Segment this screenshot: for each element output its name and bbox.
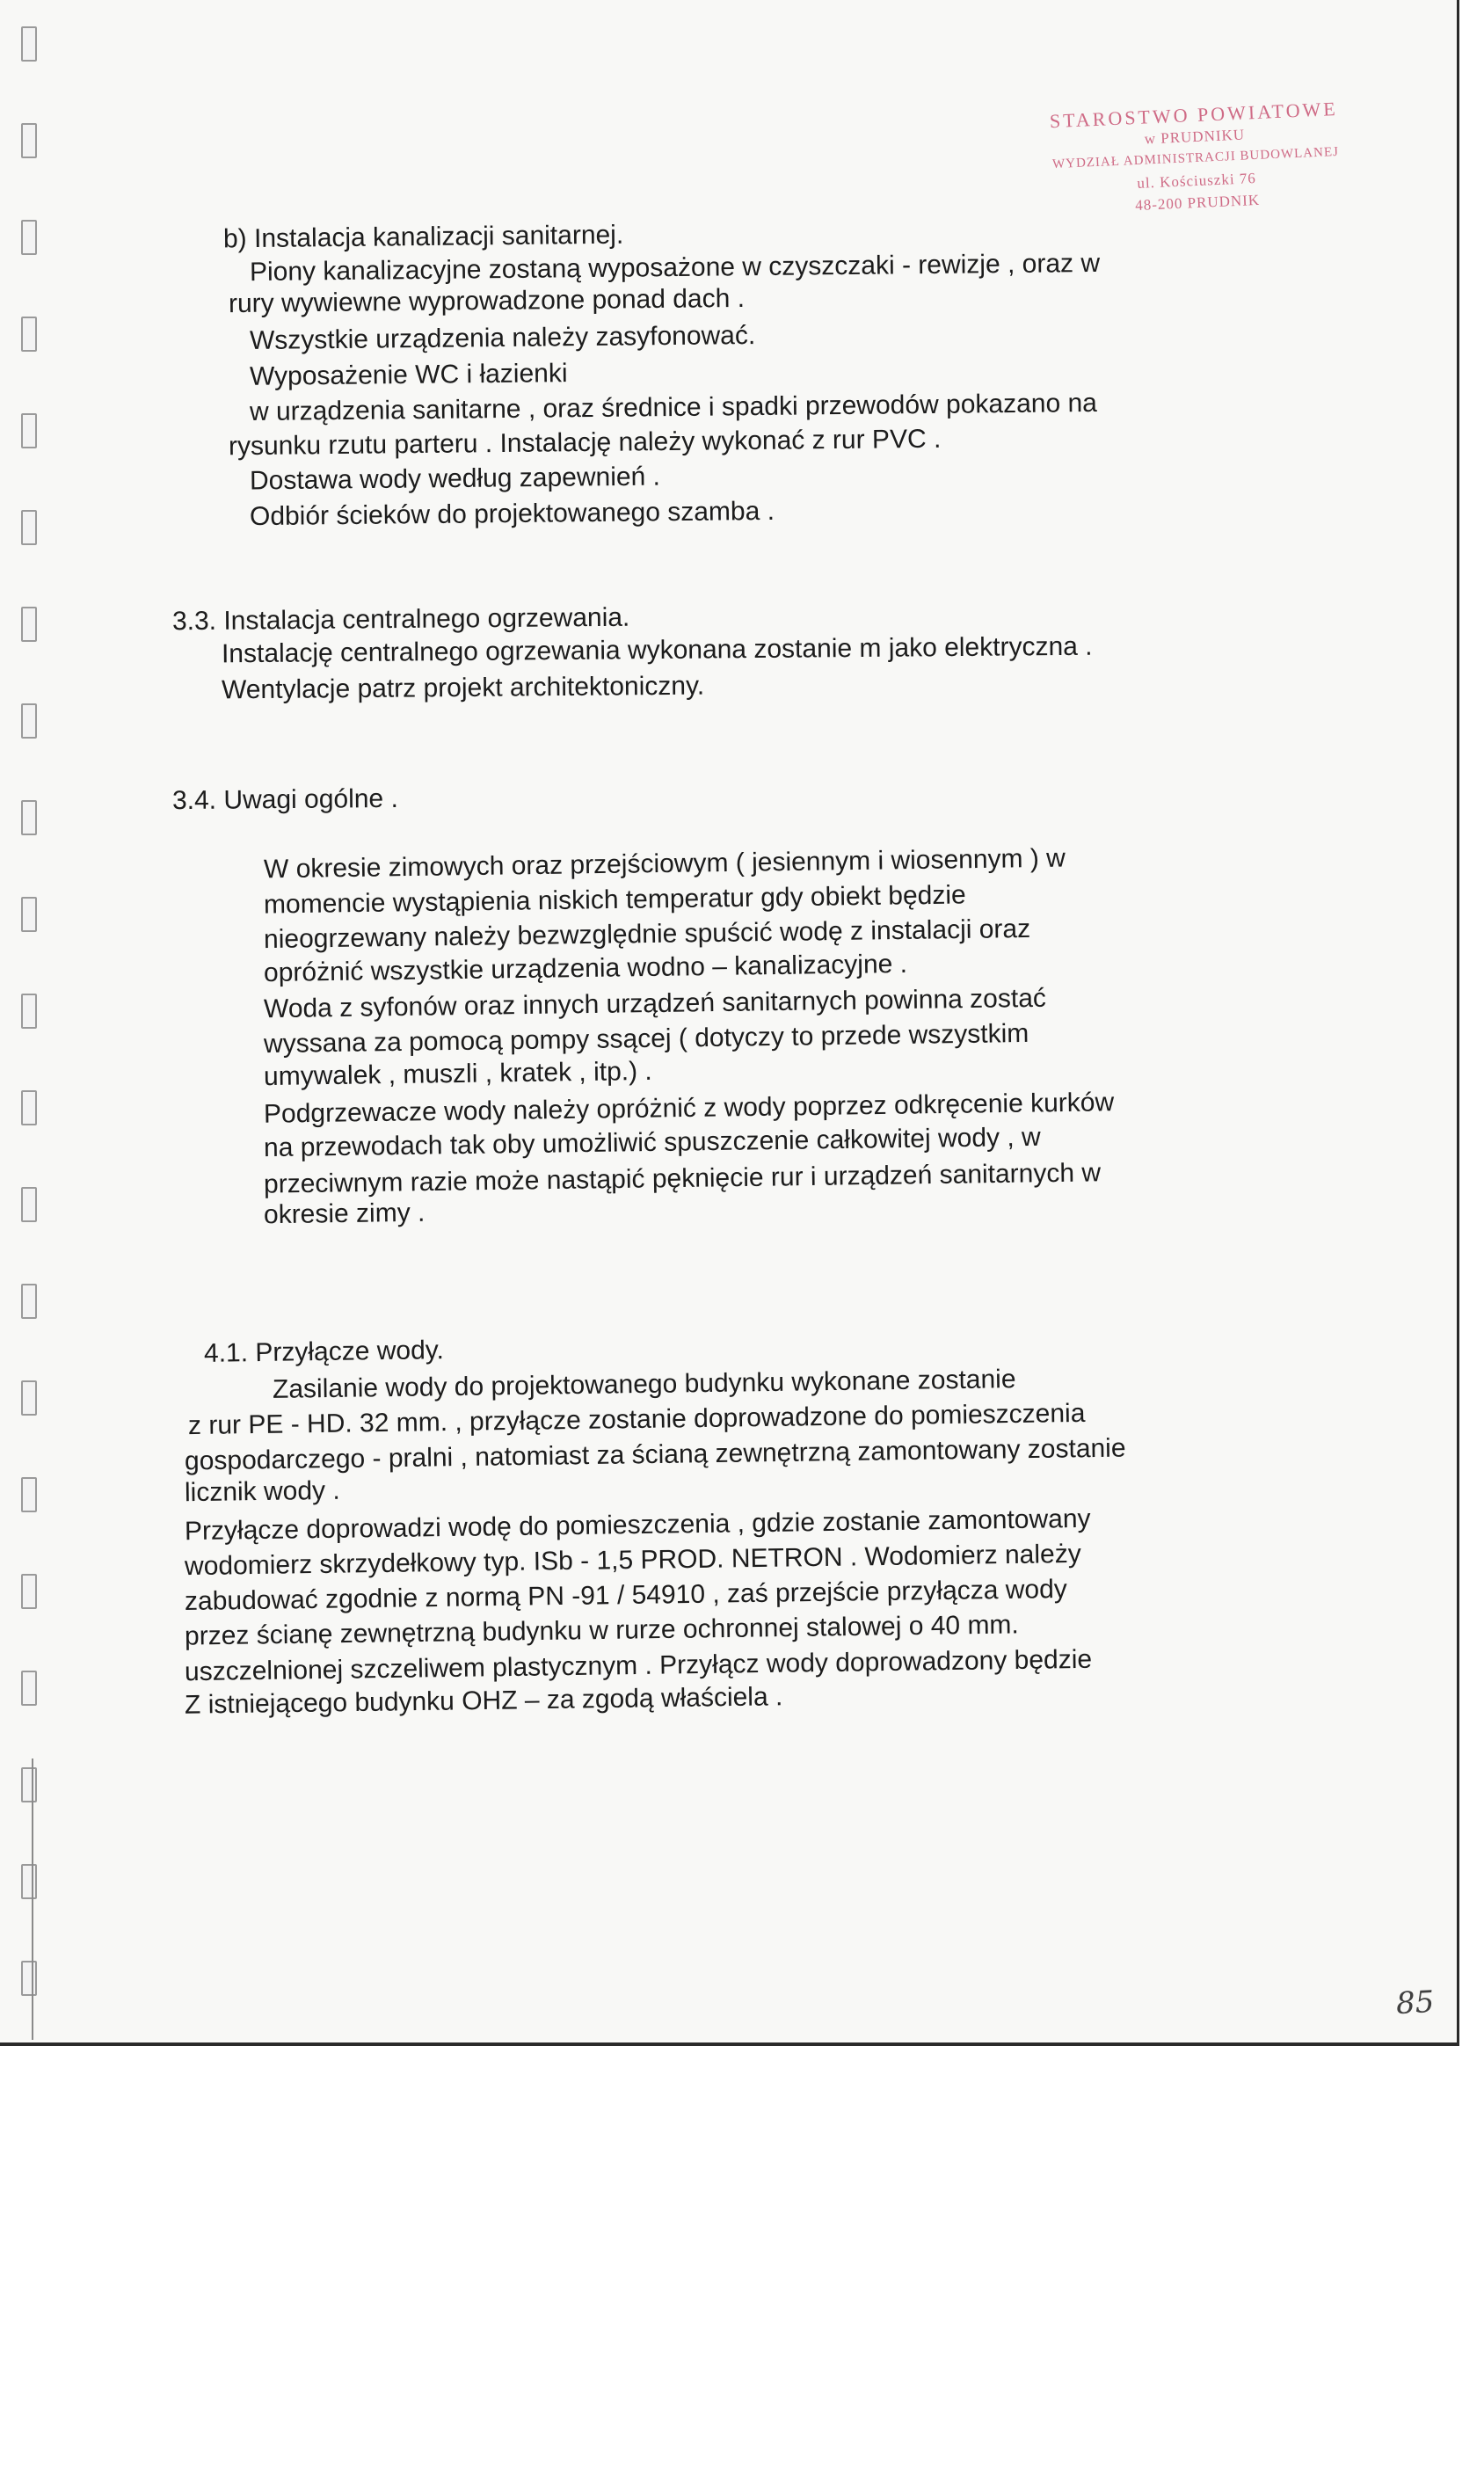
office-stamp: [1008, 96, 1382, 222]
text-line: nieogrzewany należy bezwzględnie spuścić wodę z instalacji oraz: [263, 914, 1031, 955]
binding-hole: [21, 800, 37, 835]
text-line: licznik wody .: [184, 1475, 340, 1508]
text-line: uszczelnionej szczeliwem plastycznym . Przyłącz wody doprowadzony będzie: [184, 1644, 1093, 1687]
text-line: Woda z syfonów oraz innych urządzeń sanitarnych powinna zostać: [263, 983, 1047, 1024]
binding-hole: [21, 317, 37, 352]
stamp-line: STAROSTWO POWIATOWE: [1049, 97, 1339, 133]
text-line: W okresie zimowych oraz przejściowym ( jesiennym i wiosennym ) w: [263, 843, 1066, 885]
binding-hole: [21, 607, 37, 642]
text-line: przeciwnym razie może nastąpić pęknięcie rur i urządzeń sanitarnych w: [263, 1158, 1102, 1199]
binding-hole: [21, 1090, 37, 1125]
stamp-line: w PRUDNIKU: [1144, 126, 1246, 148]
text-line: wodomierz skrzydełkowy typ. ISb - 1,5 PROD. NETRON . Wodomierz należy: [184, 1539, 1081, 1582]
section-heading: 4.1. Przyłącze wody.: [203, 1336, 445, 1368]
binding-edge: [32, 1758, 33, 2040]
text-line: Wyposażenie WC i łazienki: [249, 359, 568, 391]
binding-hole: [21, 1284, 37, 1319]
binding-hole: [21, 26, 37, 62]
text-line: zabudować zgodnie z normą PN -91 / 54910 , zaś przejście przyłącza wody: [184, 1574, 1068, 1617]
stamp-line: ul. Kościuszki 76: [1136, 170, 1257, 192]
binding-hole: [21, 1961, 37, 1996]
text-line: Wszystkie urządzenia należy zasyfonować.: [249, 320, 756, 356]
text-line: wyssana za pomocą pompy ssącej ( dotyczy to przede wszystkim: [263, 1018, 1029, 1059]
binding-hole: [21, 897, 37, 932]
binding-hole: [21, 1864, 37, 1899]
text-line: opróżnić wszystkie urządzenia wodno – kanalizacyjne .: [263, 949, 908, 988]
text-line: Odbiór ścieków do projektowanego szamba .: [249, 496, 775, 532]
binding-hole: [21, 994, 37, 1029]
text-line: umywalek , muszli , kratek , itp.) .: [263, 1056, 652, 1092]
text-line: Przyłącze doprowadzi wodę do pomieszczenia , gdzie zostanie zamontowany: [184, 1504, 1091, 1547]
binding-hole: [21, 413, 37, 448]
text-line: w urządzenia sanitarne , oraz średnice i spadki przewodów pokazano na: [249, 388, 1098, 427]
text-line: rysunku rzutu parteru . Instalację należy wykonać z rur PVC .: [228, 424, 942, 462]
text-line: okresie zimy .: [263, 1198, 426, 1230]
text-line: Zasilanie wody do projektowanego budynku wykonane zostanie: [272, 1365, 1016, 1404]
binding-hole: [21, 1477, 37, 1512]
text-line: z rur PE - HD. 32 mm. , przyłącze zostanie doprowadzone do pomieszczenia: [187, 1398, 1086, 1441]
text-line: momencie wystąpienia niskich temperatur gdy obiekt będzie: [263, 880, 966, 920]
binding-hole: [21, 510, 37, 545]
binding-hole: [21, 1187, 37, 1222]
binding-hole: [21, 1380, 37, 1416]
text-line: Instalację centralnego ogrzewania wykonana zostanie m jako elektryczna .: [221, 631, 1093, 669]
text-line: Wentylacje patrz projekt architektoniczny.: [221, 671, 705, 705]
section-heading: b) Instalacja kanalizacji sanitarnej.: [222, 220, 624, 254]
text-line: Dostawa wody według zapewnień .: [249, 462, 661, 496]
text-line: przez ścianę zewnętrzną budynku w rurze ochronnej stalowej o 40 mm.: [184, 1610, 1019, 1651]
binding-hole: [21, 220, 37, 255]
binding-hole: [21, 1671, 37, 1706]
text-line: Piony kanalizacyjne zostaną wyposażone w czyszczaki - rewizje , oraz w: [249, 248, 1101, 288]
binding-hole: [21, 703, 37, 739]
section-heading: 3.4. Uwagi ogólne .: [171, 783, 398, 816]
text-line: Z istniejącego budynku OHZ – za zgodą właściela .: [184, 1682, 783, 1720]
text-line: gospodarczego - pralni , natomiast za ścianą zewnętrzną zamontowany zostanie: [184, 1433, 1126, 1476]
text-line: Podgrzewacze wody należy opróżnić z wody poprzez odkręcenie kurków: [263, 1088, 1115, 1129]
stamp-line: WYDZIAŁ ADMINISTRACJI BUDOWLANEJ: [1051, 144, 1340, 172]
binding-hole: [21, 1574, 37, 1609]
stamp-line: 48-200 PRUDNIK: [1134, 191, 1261, 215]
text-line: rury wywiewne wyprowadzone ponad dach .: [228, 283, 746, 319]
binding-hole: [21, 123, 37, 158]
page-number: 85: [1394, 1984, 1436, 2022]
text-line: na przewodach tak oby umożliwić spuszczenie całkowitej wody , w: [263, 1122, 1041, 1163]
binding-hole: [21, 1767, 37, 1802]
section-heading: 3.3. Instalacja centralnego ogrzewania.: [171, 602, 630, 637]
